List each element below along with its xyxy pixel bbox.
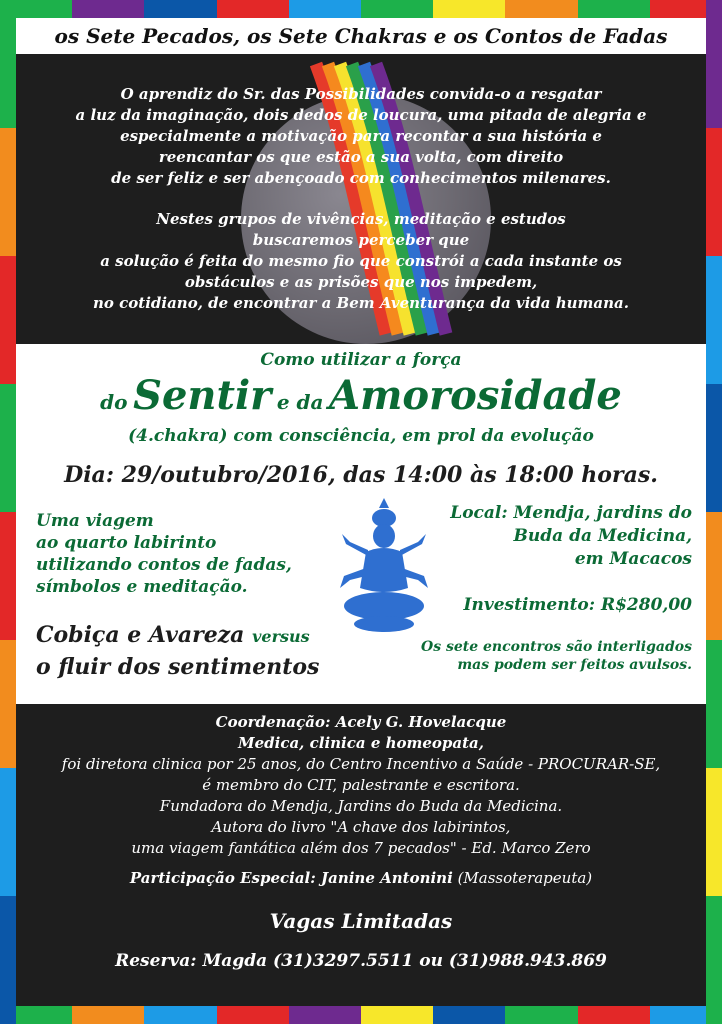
- intro-line: no cotidiano, de encontrar a Bem Aventurança da vida humana.: [93, 294, 629, 312]
- border-segment: [72, 1006, 144, 1024]
- note-line: Os sete encontros são interligados: [421, 639, 692, 655]
- border-segment: [72, 0, 144, 18]
- journey-line: ao quarto labirinto: [36, 533, 217, 553]
- sessions-note: [421, 638, 692, 674]
- intro-paragraph-2: [16, 189, 706, 314]
- investment-text: Investimento: R$280,00: [463, 595, 692, 615]
- border-right: [706, 0, 722, 1024]
- border-segment: [505, 0, 577, 18]
- border-segment: [433, 0, 505, 18]
- border-segment: [361, 1006, 433, 1024]
- border-segment: [433, 1006, 505, 1024]
- border-segment: [706, 768, 722, 896]
- headline-do: do: [100, 390, 128, 414]
- intro-line: O aprendiz do Sr. das Possibilidades convida-o a resgatar: [120, 85, 602, 103]
- reservation-contact: Reserva: Magda (31)3297.5511 ou (31)988.943.869: [115, 951, 607, 971]
- headline-sentir: Sentir: [133, 372, 272, 419]
- border-segment: [0, 896, 16, 1024]
- event-section: [16, 344, 706, 704]
- intro-line: a luz da imaginação, dois dedos de loucura, uma pitada de alegria e: [75, 106, 647, 124]
- medicine-buddha-icon: [338, 496, 430, 636]
- coordination-block: [16, 704, 706, 859]
- border-segment: [706, 128, 722, 256]
- event-kicker: Como utilizar a força: [260, 350, 462, 370]
- border-segment: [578, 0, 650, 18]
- sins-a: Cobiça e Avareza: [36, 622, 245, 648]
- intro-line: especialmente a motivação para recontar a sua história e: [120, 127, 602, 145]
- intro-line: reencantar os que estão a sua volta, com direito: [158, 148, 564, 166]
- intro-line: a solução é feita do mesmo fio que constrói a cada instante os: [100, 252, 622, 270]
- border-segment: [578, 1006, 650, 1024]
- special-participation: [16, 869, 706, 887]
- border-segment: [0, 512, 16, 640]
- border-segment: [0, 384, 16, 512]
- bio-line: é membro do CIT, palestrante e escritora.: [202, 776, 520, 794]
- border-segment: [289, 1006, 361, 1024]
- special-label: Participação Especial: Janine Antonini: [129, 869, 453, 887]
- journey-text: [36, 510, 292, 598]
- location-line: em Macacos: [574, 549, 692, 569]
- border-bottom: [0, 1006, 722, 1024]
- border-segment: [706, 384, 722, 512]
- border-segment: [144, 0, 216, 18]
- intro-line: Nestes grupos de vivências, meditação e estudos: [156, 210, 566, 228]
- bio-line: Fundadora do Mendja, Jardins do Buda da Medicina.: [159, 797, 563, 815]
- event-subtitle: (4.chakra) com consciência, em prol da evolução: [128, 426, 594, 446]
- border-segment: [0, 128, 16, 256]
- journey-line: Uma viagem: [36, 511, 154, 531]
- border-segment: [289, 0, 361, 18]
- border-segment: [706, 640, 722, 768]
- border-segment: [706, 896, 722, 1024]
- border-segment: [706, 512, 722, 640]
- bio-line: foi diretora clinica por 25 anos, do Centro Incentivo a Saúde - PROCURAR-SE,: [61, 755, 661, 773]
- event-date: Dia: 29/outubro/2016, das 14:00 às 18:00 horas.: [64, 462, 658, 488]
- intro-panel: [16, 54, 706, 344]
- coordinator-role: Medica, clinica e homeopata,: [237, 734, 484, 752]
- border-segment: [706, 256, 722, 384]
- border-segment: [0, 0, 16, 128]
- border-segment: [217, 0, 289, 18]
- intro-paragraph-1: [16, 54, 706, 189]
- border-segment: [217, 1006, 289, 1024]
- journey-line: utilizando contos de fadas,: [36, 555, 292, 575]
- poster-title: os Sete Pecados, os Sete Chakras e os Contos de Fadas: [54, 24, 668, 48]
- border-segment: [0, 768, 16, 896]
- bio-line: Autora do livro "A chave dos labirintos,: [211, 818, 511, 836]
- location-line: Buda da Medicina,: [513, 526, 692, 546]
- location-line: Local: Mendja, jardins do: [450, 503, 692, 523]
- intro-line: obstáculos e as prisões que nos impedem,: [184, 273, 538, 291]
- journey-line: símbolos e meditação.: [36, 577, 248, 597]
- border-segment: [361, 0, 433, 18]
- border-top: [0, 0, 722, 18]
- headline-amorosidade: Amorosidade: [329, 372, 622, 419]
- intro-line: buscaremos perceber que: [252, 231, 470, 249]
- sins-heading: [36, 620, 319, 682]
- location-text: [450, 502, 692, 571]
- border-segment: [144, 1006, 216, 1024]
- border-segment: [706, 0, 722, 128]
- coordination-panel: [16, 704, 706, 1006]
- intro-line: de ser feliz e ser abençoado com conhecimentos milenares.: [111, 169, 611, 187]
- border-segment: [0, 640, 16, 768]
- event-headline: [16, 372, 706, 419]
- border-left: [0, 0, 16, 1024]
- special-role: (Massoterapeuta): [457, 869, 593, 887]
- limited-spots: Vagas Limitadas: [269, 909, 453, 933]
- intro-text: [16, 54, 706, 314]
- note-line: mas podem ser feitos avulsos.: [457, 657, 692, 673]
- border-segment: [0, 256, 16, 384]
- sins-line-1: [36, 620, 319, 652]
- bio-line: uma viagem fantática além dos 7 pecados" - Ed. Marco Zero: [131, 839, 591, 857]
- sins-b: o fluir dos sentimentos: [36, 654, 320, 680]
- border-segment: [505, 1006, 577, 1024]
- headline-eda: e da: [276, 390, 324, 414]
- coordinator-title: Coordenação: Acely G. Hovelacque: [215, 713, 507, 731]
- sins-versus: versus: [252, 627, 310, 646]
